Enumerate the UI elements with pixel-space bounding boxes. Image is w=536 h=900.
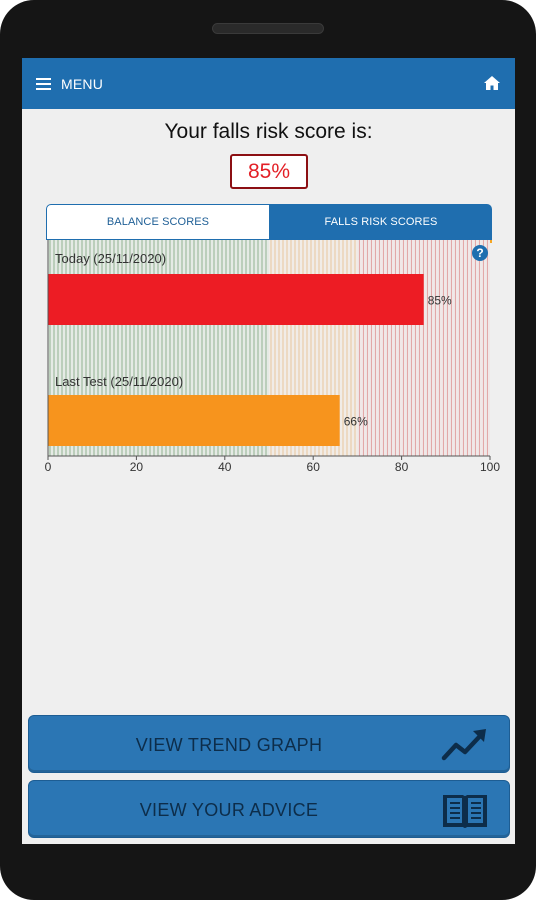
x-tick-label: 100 [479, 460, 501, 474]
view-your-advice-label: VIEW YOUR ADVICE [139, 799, 319, 820]
x-tick-label: 80 [394, 460, 409, 474]
view-your-advice-button[interactable] [28, 780, 510, 838]
speaker-grille [212, 23, 324, 34]
x-tick-label: 40 [218, 460, 232, 474]
bar-1 [48, 395, 340, 446]
trend-up-icon [441, 725, 489, 765]
view-trend-graph-label: VIEW TREND GRAPH [135, 734, 323, 755]
bar-category-label: Today (25/11/2020) [55, 251, 167, 266]
falls-risk-chart [22, 58, 515, 488]
tab-balance-scores[interactable]: BALANCE SCORES [46, 204, 270, 240]
app-screen [22, 58, 515, 844]
score-value: 85% [230, 154, 308, 189]
menu-label: MENU [61, 76, 104, 92]
tab-falls-risk-scores[interactable]: FALLS RISK SCORES [270, 204, 492, 240]
question-icon[interactable]: ? [472, 245, 488, 261]
x-tick-label: 60 [306, 460, 320, 474]
x-tick-label: 0 [44, 460, 52, 474]
score-title: Your falls risk score is: [164, 120, 373, 143]
x-tick-label: 20 [129, 460, 144, 474]
bar-category-label: Last Test (25/11/2020) [55, 374, 184, 389]
bar-0 [48, 274, 424, 325]
book-icon [441, 790, 489, 830]
bar-value-label: 85% [427, 293, 452, 308]
view-trend-graph-button[interactable] [28, 715, 510, 773]
bar-value-label: 66% [343, 414, 368, 429]
